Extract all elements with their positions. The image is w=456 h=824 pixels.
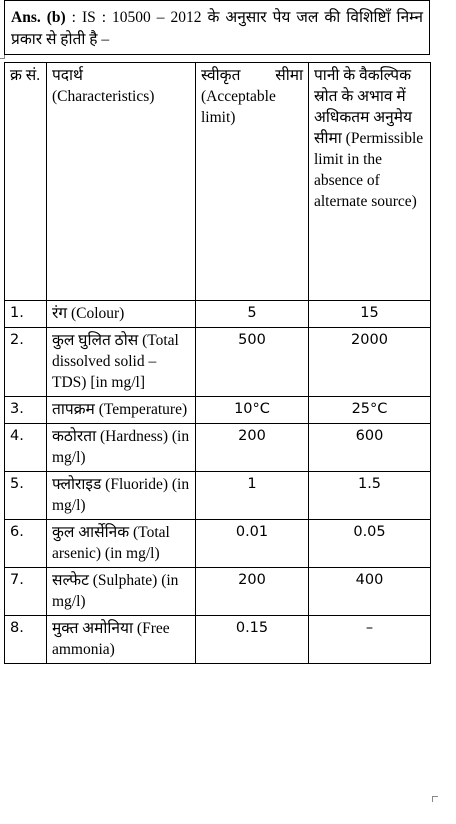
table-row bbox=[5, 472, 431, 520]
row-permissible-limit: 15 bbox=[309, 301, 431, 328]
row-name-english: (Temperature) bbox=[98, 401, 188, 418]
table-row bbox=[5, 328, 431, 397]
answer-intro-text: : IS : 10500 – 2012 के अनुसार पेय जल की विशिष्टिाँ निम्न प्रकार से होती है – bbox=[11, 9, 424, 48]
row-name-hindi: कठोरता bbox=[52, 428, 97, 445]
row-serial: 6. bbox=[5, 520, 47, 568]
header-characteristics: पदार्थ (Characteristics) bbox=[47, 63, 196, 301]
row-permissible-limit: 0.05 bbox=[309, 520, 431, 568]
header-acceptable-limit: स्वीकृत सीमा (Acceptable limit) bbox=[196, 63, 309, 301]
table-row bbox=[5, 424, 431, 472]
row-characteristic bbox=[47, 616, 196, 664]
row-acceptable-limit: 200 bbox=[196, 568, 309, 616]
row-serial: 2. bbox=[5, 328, 47, 397]
row-acceptable-limit: 200 bbox=[196, 424, 309, 472]
table-body bbox=[5, 301, 431, 664]
table-row bbox=[5, 301, 431, 328]
row-name-hindi: तापक्रम bbox=[52, 401, 95, 418]
row-serial: 5. bbox=[5, 472, 47, 520]
row-characteristic bbox=[47, 472, 196, 520]
header-serial: क्र सं. bbox=[5, 63, 47, 301]
row-name-hindi: सल्फेट bbox=[52, 572, 89, 589]
table-row bbox=[5, 520, 431, 568]
table-row bbox=[5, 568, 431, 616]
row-serial: 8. bbox=[5, 616, 47, 664]
row-permissible-limit: 400 bbox=[309, 568, 431, 616]
row-name-hindi: कुल घुलित ठोस bbox=[52, 332, 139, 349]
row-characteristic bbox=[47, 301, 196, 328]
row-permissible-limit: 600 bbox=[309, 424, 431, 472]
row-serial: 1. bbox=[5, 301, 47, 328]
row-permissible-limit: 2000 bbox=[309, 328, 431, 397]
row-acceptable-limit: 10°C bbox=[196, 397, 309, 424]
row-characteristic bbox=[47, 424, 196, 472]
row-permissible-limit: – bbox=[309, 616, 431, 664]
header-permissible-limit: पानी के वैकल्पिक स्रोत के अभाव में अधिकतम अनुमेय सीमा (Permissible limit in the absence of alternate source) bbox=[309, 63, 431, 301]
water-specification-table bbox=[4, 62, 431, 664]
row-name-english: (Sulphate) (in mg/l) bbox=[52, 572, 179, 610]
row-characteristic bbox=[47, 568, 196, 616]
row-acceptable-limit: 0.01 bbox=[196, 520, 309, 568]
table-row bbox=[5, 616, 431, 664]
row-serial: 7. bbox=[5, 568, 47, 616]
table-header-row bbox=[5, 63, 431, 301]
answer-label: Ans. (b) bbox=[11, 9, 66, 26]
row-name-hindi: फ्लोराइड bbox=[52, 476, 102, 493]
row-name-hindi: मुक्त अमोनिया bbox=[52, 620, 134, 637]
margin-mark bbox=[432, 796, 438, 802]
row-characteristic bbox=[47, 328, 196, 397]
row-acceptable-limit: 0.15 bbox=[196, 616, 309, 664]
row-serial: 4. bbox=[5, 424, 47, 472]
row-permissible-limit: 25°C bbox=[309, 397, 431, 424]
table-row bbox=[5, 397, 431, 424]
answer-header bbox=[4, 0, 430, 55]
row-characteristic bbox=[47, 397, 196, 424]
row-name-hindi: कुल आर्सेनिक bbox=[52, 524, 130, 541]
row-acceptable-limit: 5 bbox=[196, 301, 309, 328]
row-serial: 3. bbox=[5, 397, 47, 424]
row-name-english: (Fluoride) (in mg/l) bbox=[52, 476, 190, 514]
row-name-english: (Total dissolved solid –TDS) [in mg/l] bbox=[52, 332, 179, 391]
row-name-english: (Total arsenic) (in mg/l) bbox=[52, 524, 170, 562]
row-name-english: (Free ammonia) bbox=[52, 620, 170, 658]
row-acceptable-limit: 500 bbox=[196, 328, 309, 397]
row-name-english: (Hardness) (in mg/l) bbox=[52, 428, 190, 466]
row-acceptable-limit: 1 bbox=[196, 472, 309, 520]
row-name-hindi: रंग bbox=[52, 305, 68, 322]
row-name-english: (Colour) bbox=[70, 305, 125, 322]
row-characteristic bbox=[47, 520, 196, 568]
row-permissible-limit: 1.5 bbox=[309, 472, 431, 520]
